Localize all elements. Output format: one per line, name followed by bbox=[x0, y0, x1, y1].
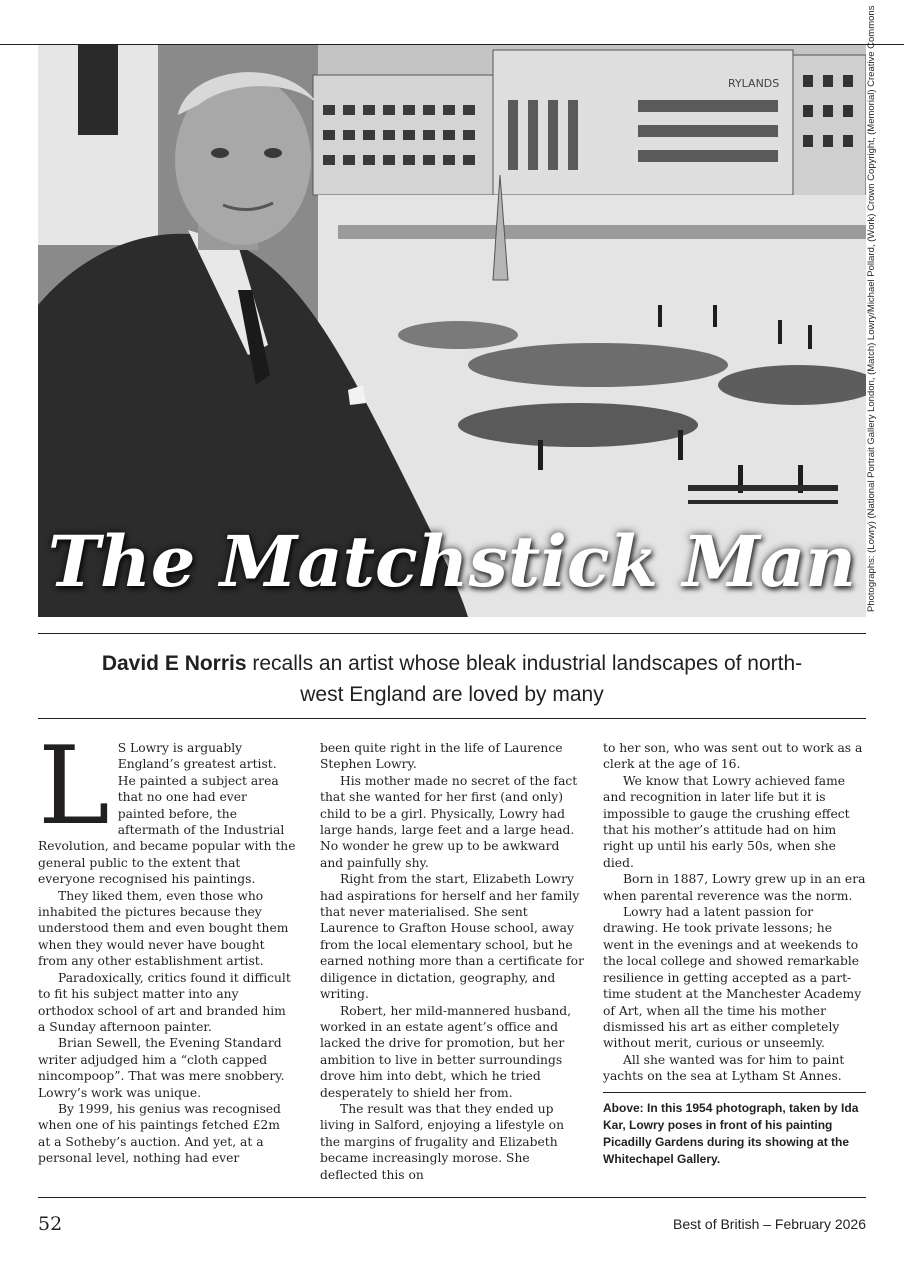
paragraph: Robert, her mild-mannered husband, worked in an estate agent’s office and lacked the drive for promotion, but her ambition to live in better surroundings drove him into debt, which he tried desperately to shield her from. bbox=[320, 1003, 572, 1100]
paragraph: All she wanted was for him to paint yachts on the sea at Lytham St Annes. bbox=[603, 1052, 845, 1084]
paragraph: S Lowry is arguably England’s greatest artist. He painted a subject area that no one had ever painted before, the aftermath of the Industrial Revolution, and became popular with the general public to the extent that everyone recognised his paintings. bbox=[38, 741, 296, 887]
publication-info: Best of British – February 2026 bbox=[673, 1216, 866, 1232]
paragraph: The result was that they ended up living in Salford, enjoying a lifestyle on the margins of frugality and Elizabeth became increasingly morose. She deflected this on bbox=[320, 1101, 564, 1182]
paragraph: Paradoxically, critics found it difficult to fit his subject matter into any orthodox school of art and branded him a Sunday afternoon painter. bbox=[38, 970, 291, 1034]
standfirst-top-rule bbox=[38, 633, 866, 634]
article-column-1 bbox=[38, 724, 296, 1167]
caption-text: In this 1954 photograph, taken by Ida Kar, Lowry poses in front of his painting Picadilly Gardens during its showing at the Whitechapel Gallery. bbox=[603, 1101, 859, 1166]
painting-sign: RYLANDS bbox=[728, 77, 780, 90]
standfirst-text: recalls an artist whose bleak industrial landscapes of north-west England are loved by many bbox=[246, 652, 803, 706]
standfirst bbox=[90, 648, 814, 710]
paragraph: By 1999, his genius was recognised when one of his paintings fetched £2m at a Sotheby’s auction. And yet, at a personal level, nothing had ever bbox=[38, 1101, 281, 1166]
paragraph: They liked them, even those who inhabited the pictures because they understood them and even bought them when they would never have bought from any other establishment artist. bbox=[38, 888, 289, 969]
photo-caption bbox=[603, 1100, 863, 1168]
paragraph: Lowry had a latent passion for drawing. He took private lessons; he went in the evenings and at weekends to the local college and showed remarkable resilience in getting accepted as a part-time student at the Manchester Academy of Art, when all the time his mother dismissed his art as either completely without merit, curious or unseemly. bbox=[603, 905, 862, 1051]
article-column-2 bbox=[320, 740, 586, 1183]
footer-rule bbox=[38, 1197, 866, 1198]
paragraph: Brian Sewell, the Evening Standard writer adjudged him a “cloth capped nincompoop”. That was mere snobbery. Lowry’s work was unique. bbox=[38, 1036, 285, 1100]
paragraph: His mother made no secret of the fact that she wanted for her first (and only) child to be a girl. Physically, Lowry had large hands, large feet and a large head. No wonder he grew up to be awkward and painfully shy. bbox=[320, 773, 578, 870]
paragraph: Right from the start, Elizabeth Lowry had aspirations for herself and her family that never materialised. She sent Laurence to Grafton House school, away from the local elementary school, but he earned nothing more than a certificate for diligence in dictation, geography, and writing. bbox=[320, 872, 584, 1002]
caption-rule bbox=[603, 1092, 866, 1093]
article-title: The Matchstick Man bbox=[47, 520, 857, 603]
paragraph: been quite right in the life of Laurence Stephen Lowry. bbox=[320, 741, 563, 772]
author-name: David E Norris bbox=[101, 652, 247, 675]
article-column-3 bbox=[603, 740, 866, 1085]
paragraph: Born in 1887, Lowry grew up in an era when parental reverence was the norm. bbox=[603, 872, 866, 903]
caption-label: Above: bbox=[603, 1101, 644, 1115]
photo-credit-text: Photographs: (Lowry) (National Portrait Gallery London, (Match) Lowry/Michael Pollard, (Work) Crown Copyright, (Memorial) Creative Commons bbox=[866, 5, 877, 612]
standfirst-bottom-rule bbox=[38, 718, 866, 719]
page-number: 52 bbox=[38, 1213, 63, 1235]
paragraph: to her son, who was sent out to work as a clerk at the age of 16. bbox=[603, 741, 863, 772]
paragraph: We know that Lowry achieved fame and recognition in later life but it is impossible to gauge the crushing effect that his mother’s attitude had on him right up until his early 50s, when she died. bbox=[603, 773, 850, 870]
drop-cap: L bbox=[38, 724, 110, 849]
